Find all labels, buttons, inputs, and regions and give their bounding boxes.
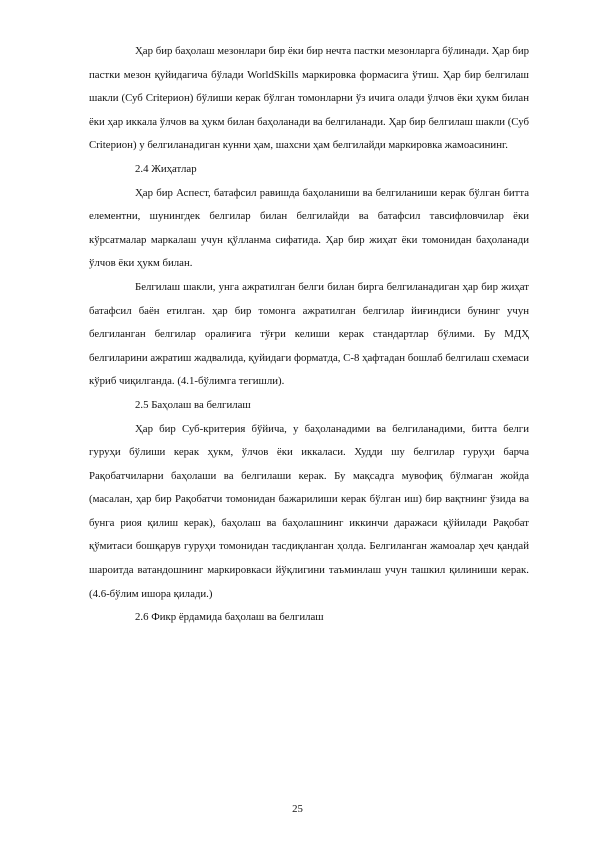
page-body — [89, 40, 529, 630]
page-number: 25 — [292, 803, 303, 815]
paragraph-criteria-intro: Ҳар бир баҳолаш мезонлари бир ёки бир нечта пастки мезонларга бўлинади. Ҳар бир пастки мезон қуйидагича бўлади WorldSkills маркировка формасига ўтиш. Ҳар бир белгилаш шакли (Суб Critерион) бўлиши керак бўлган томонларни ўз ичига олади ўлчов ёки ҳукм билан ёки ҳар иккала ўлчов ва ҳукм билан баҳоланади ва белгиланади. Ҳар бир белгилаш шакли (Суб Critерион) у белгиланадиган кунни ҳам, шахсни ҳам белгилайди маркировка жамоасининг. — [89, 45, 529, 152]
section-heading-2-5: 2.5 Баҳолаш ва белгилаш — [135, 398, 251, 411]
paragraph-assessment-marking: Ҳар бир Суб-критерия бўйича, у баҳоланадими ва белгиланадими, битта белги гуруҳи бўлиши керак ҳукм, ўлчов ёки иккаласи. Худди шу белгилар гуруҳи барча Рақобатчиларни баҳолаши ва белгилаши керак. Бу мақсадга мувофиқ бўлмаган жойда (масалан, ҳар бир Рақобатчи томонидан бажарилиши керак бўлган иш) бир вақтнинг ўзида ва бунга риоя қилиш керак), баҳолаш ва баҳолашнинг иккинчи даражаси қўйилади Рақобат қўмитаси бошқарув гуруҳи томонидан тасдиқланган ҳолда. Белгиланган жамоалар ҳеч қандай шароитда ватандошнинг маркировкаси йўқлигини таъминлаш учун ташкил қилиниши керак. (4.6-бўлим ишора қилади.) — [89, 422, 529, 600]
section-heading-2-4: 2.4 Жиҳатлар — [135, 162, 197, 175]
paragraph-aspects: Ҳар бир Аспест, батафсил равишда баҳоланиши ва белгиланиши керак бўлган битта елементни, шунингдек белгилар билан белгилайди ва батафсил тавсифловчилар ёки кўрсатмалар маркалаш учун қўлланма сифатида. Ҳар бир жиҳат ёки томонидан баҳоланади ўлчов ёки ҳукм билан. — [89, 186, 529, 270]
section-heading-2-6: 2.6 Фикр ёрдамида баҳолаш ва белгилаш — [135, 611, 324, 624]
paragraph-marking-form: Белгилаш шакли, унга ажратилган белги билан бирга белгиланадиган ҳар бир жиҳат батафсил баён етилган. ҳар бир томонга ажратилган белгилар йиғиндиси бунинг учун белгиланган белгилар оралиғига тўғри келиши керак стандартлар бўлими. Бу МДҲ белгиларини ажратиш жадвалида, қуйидаги форматда, C-8 ҳафтадан бошлаб белгилаш схемаси кўриб чиқилганда. (4.1-бўлимга тегишли). — [89, 280, 529, 388]
